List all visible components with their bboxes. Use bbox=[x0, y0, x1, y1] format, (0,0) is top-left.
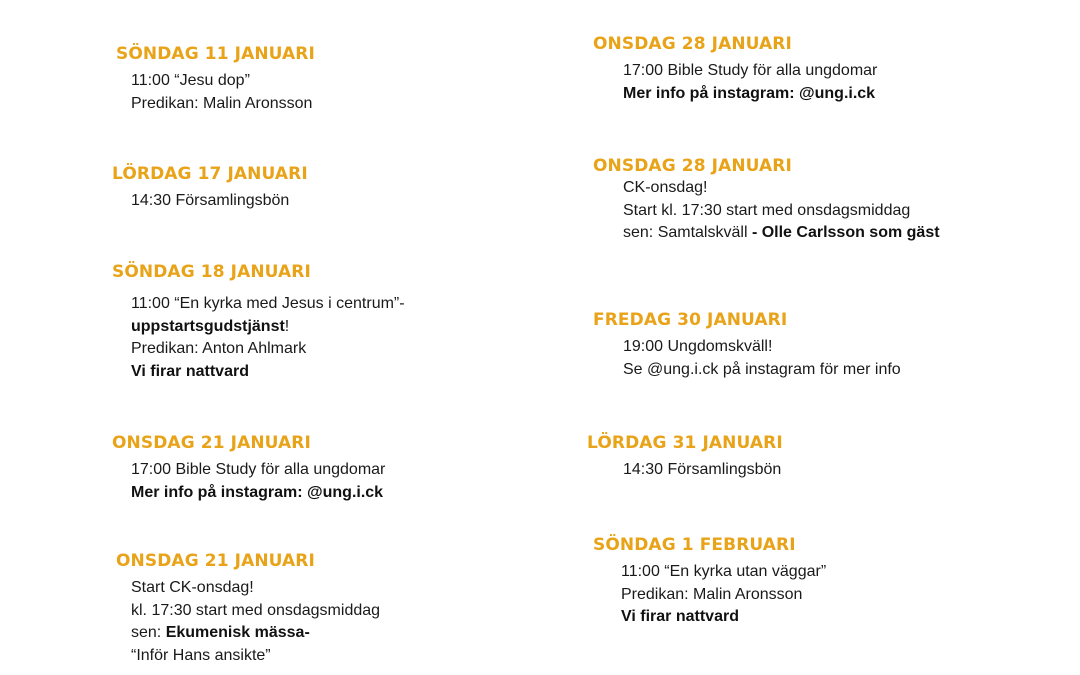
event-details bbox=[623, 336, 901, 381]
event-details bbox=[623, 60, 877, 105]
event-details bbox=[131, 70, 315, 115]
event-date-heading: ONSDAG 28 JANUARI bbox=[593, 156, 792, 176]
event-line-suffix: ! bbox=[284, 317, 290, 335]
event-line: 11:00 “En kyrka med Jesus i centrum”- bbox=[131, 295, 405, 312]
event-lordag-17-januari bbox=[112, 163, 308, 213]
event-line: Start kl. 17:30 start med onsdagsmiddag bbox=[623, 201, 911, 219]
event-sondag-18-januari bbox=[112, 261, 405, 383]
event-line: 11:00 “En kyrka utan väggar” bbox=[621, 563, 827, 580]
event-date-heading: SÖNDAG 18 JANUARI bbox=[112, 262, 311, 282]
event-line-bold: Vi firar nattvard bbox=[621, 608, 739, 625]
event-details bbox=[131, 190, 308, 213]
event-onsdag-28-januari-bible-study bbox=[593, 33, 877, 105]
event-date-heading: ONSDAG 21 JANUARI bbox=[116, 551, 315, 571]
event-line bbox=[131, 622, 380, 645]
event-line: Predikan: Malin Aronsson bbox=[621, 585, 803, 603]
event-line-prefix: sen: Samtalskväll bbox=[623, 224, 752, 241]
event-line: 17:00 Bible Study för alla ungdomar bbox=[131, 461, 386, 478]
event-line: 17:00 Bible Study för alla ungdomar bbox=[623, 62, 878, 79]
event-onsdag-21-januari-bible-study bbox=[112, 432, 385, 504]
event-sondag-11-januari bbox=[116, 43, 315, 115]
event-line: CK-onsdag! bbox=[623, 179, 708, 196]
event-line: 19:00 Ungdomskväll! bbox=[623, 338, 773, 355]
event-onsdag-28-januari-ck-onsdag bbox=[593, 155, 940, 245]
event-details bbox=[131, 293, 405, 383]
event-line bbox=[623, 222, 940, 245]
event-date-heading: SÖNDAG 11 JANUARI bbox=[116, 44, 315, 64]
event-date-heading: SÖNDAG 1 FEBRUARI bbox=[593, 535, 796, 555]
event-date-heading: FREDAG 30 JANUARI bbox=[593, 310, 788, 330]
event-sondag-1-februari bbox=[593, 534, 826, 629]
event-date-heading: LÖRDAG 17 JANUARI bbox=[112, 164, 308, 184]
event-line: Se @ung.i.ck på instagram för mer info bbox=[623, 360, 901, 378]
event-line bbox=[131, 316, 405, 339]
event-line: “Inför Hans ansikte” bbox=[131, 646, 271, 664]
event-line: kl. 17:30 start med onsdagsmiddag bbox=[131, 601, 381, 619]
event-line: Start CK-onsdag! bbox=[131, 579, 254, 596]
event-details bbox=[621, 561, 826, 629]
event-details bbox=[623, 177, 940, 245]
event-details bbox=[131, 577, 380, 667]
event-line-bold: Ekumenisk mässa- bbox=[165, 624, 310, 641]
event-date-heading: ONSDAG 21 JANUARI bbox=[112, 433, 311, 453]
event-line: 14:30 Församlingsbön bbox=[131, 192, 290, 209]
event-line-bold: - Olle Carlsson som gäst bbox=[751, 224, 940, 241]
event-line: Predikan: Malin Aronsson bbox=[131, 94, 313, 112]
event-line: 14:30 Församlingsbön bbox=[623, 461, 782, 478]
event-line-bold: uppstartsgudstjänst bbox=[131, 317, 285, 335]
event-line-prefix: sen: bbox=[131, 624, 166, 641]
event-line: 11:00 “Jesu dop” bbox=[131, 72, 250, 89]
event-line: Predikan: Anton Ahlmark bbox=[131, 340, 307, 357]
event-line-bold: Mer info på instagram: @ung.i.ck bbox=[623, 84, 876, 102]
event-fredag-30-januari bbox=[593, 309, 901, 381]
event-line-bold: Vi firar nattvard bbox=[131, 362, 249, 380]
event-details bbox=[131, 459, 385, 504]
event-line-bold: Mer info på instagram: @ung.i.ck bbox=[131, 483, 384, 501]
event-date-heading: ONSDAG 28 JANUARI bbox=[593, 34, 792, 54]
event-lordag-31-januari bbox=[587, 432, 783, 482]
event-date-heading: LÖRDAG 31 JANUARI bbox=[587, 433, 783, 453]
event-details bbox=[623, 459, 783, 482]
event-onsdag-21-januari-ck-onsdag bbox=[116, 550, 380, 667]
